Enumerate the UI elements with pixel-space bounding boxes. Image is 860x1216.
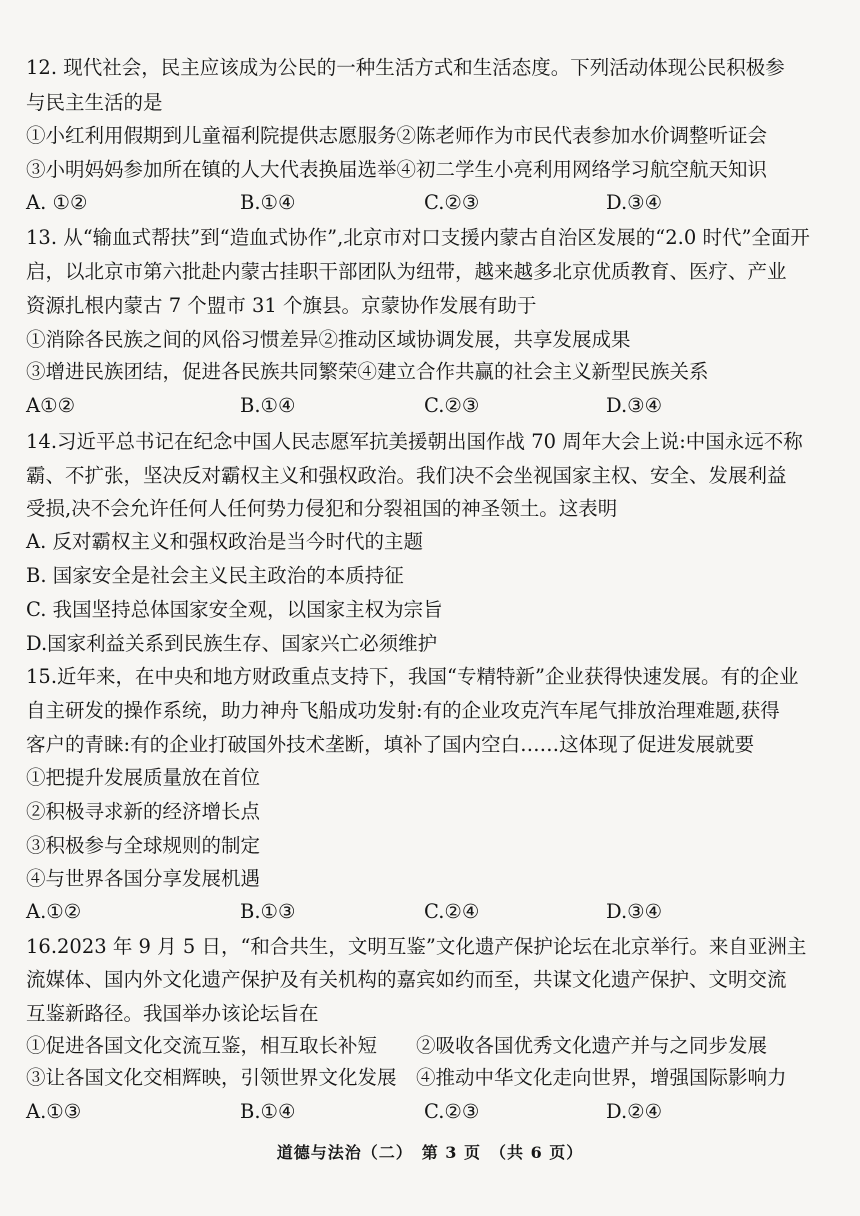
- q12-item-line-2: ③小明妈妈参加所在镇的人大代表换届选举④初二学生小亮利用网络学习航空航天知识: [26, 158, 768, 181]
- q12-option-c: C.②③: [424, 191, 480, 214]
- q13-option-d: D.③④: [606, 394, 663, 417]
- q14-choice-c: C. 我国坚持总体国家安全观，以国家主权为宗旨: [26, 598, 443, 621]
- q15-item-4: ④与世界各国分享发展机遇: [26, 867, 261, 890]
- q15-option-c: C.②④: [424, 900, 480, 923]
- q13-option-c: C.②③: [424, 394, 480, 417]
- q15-option-d: D.③④: [606, 900, 663, 923]
- q13-stem-line-3: 资源扎根内蒙古 7 个盟市 31 个旗县。京蒙协作发展有助于: [26, 294, 537, 317]
- q12-option-a: A. ①②: [26, 191, 88, 214]
- q16-item-line-1: ①促进各国文化交流互鉴，相互取长补短 ②吸收各国优秀文化遗产并与之同步发展: [26, 1034, 768, 1057]
- q12-item-line-1: ①小红利用假期到儿童福利院提供志愿服务②陈老师作为市民代表参加水价调整听证会: [26, 124, 768, 147]
- q16-stem-line-2: 流媒体、国内外文化遗产保护及有关机构的嘉宾如约而至，共谋文化遗产保护、文明交流: [26, 968, 787, 991]
- q14-choice-a: A. 反对霸权主义和强权政治是当今时代的主题: [26, 530, 423, 553]
- q16-option-a: A.①③: [26, 1100, 82, 1123]
- q14-stem-line-3: 受损,决不会允许任何人任何势力侵犯和分裂祖国的神圣领土。这表明: [26, 497, 618, 520]
- q12-stem-line-2: 与民主生活的是: [26, 91, 163, 114]
- q15-stem-line-2: 自主研发的操作系统，助力神舟飞船成功发射:有的企业攻克汽车尾气排放治理难题,获得: [26, 699, 780, 722]
- q15-option-b: B.①③: [240, 900, 296, 923]
- q15-item-1: ①把提升发展质量放在首位: [26, 766, 261, 789]
- q14-choice-d: D.国家利益关系到民族生存、国家兴亡必须维护: [26, 632, 438, 655]
- q16-option-d: D.②④: [606, 1100, 663, 1123]
- q15-item-3: ③积极参与全球规则的制定: [26, 834, 261, 857]
- q16-option-c: C.②③: [424, 1100, 480, 1123]
- page-footer: 道德与法治（二） 第 3 页 （共 6 页）: [276, 1143, 584, 1162]
- q12-option-d: D.③④: [606, 191, 663, 214]
- q15-item-2: ②积极寻求新的经济增长点: [26, 800, 261, 823]
- q15-stem-line-1: 15.近年来，在中央和地方财政重点支持下，我国“专精特新”企业获得快速发展。有的企业: [26, 665, 799, 688]
- q14-choice-b: B. 国家安全是社会主义民主政治的本质持征: [26, 564, 404, 587]
- q13-stem-line-1: 13. 从“输血式帮扶”到“造血式协作”,北京市对口支援内蒙古自治区发展的“2.0 时代”全面开: [26, 226, 810, 249]
- q16-stem-line-3: 互鉴新路径。我国举办该论坛旨在: [26, 1002, 319, 1025]
- q16-option-b: B.①④: [240, 1100, 296, 1123]
- q16-stem-line-1: 16.2023 年 9 月 5 日，“和合共生，文明互鉴”文化遗产保护论坛在北京举行。来自亚洲主: [26, 935, 807, 958]
- q13-option-b: B.①④: [240, 394, 296, 417]
- q13-option-a: A①②: [26, 394, 76, 417]
- q13-stem-line-2: 启，以北京市第六批赴内蒙古挂职干部团队为纽带，越来越多北京优质教育、医疗、产业: [26, 260, 787, 283]
- q15-option-a: A.①②: [26, 900, 82, 923]
- q12-option-b: B.①④: [240, 191, 296, 214]
- q16-item-line-2: ③让各国文化交相辉映，引领世界文化发展 ④推动中华文化走向世界，增强国际影响力: [26, 1066, 787, 1089]
- q14-stem-line-1: 14.习近平总书记在纪念中国人民志愿军抗美援朝出国作战 70 周年大会上说:中国永远不称: [26, 430, 803, 453]
- q14-stem-line-2: 霸、不扩张，坚决反对霸权主义和强权政治。我们决不会坐视国家主权、安全、发展利益: [26, 464, 787, 487]
- q12-stem-line-1: 12. 现代社会，民主应该成为公民的一种生活方式和生活态度。下列活动体现公民积极参: [26, 56, 785, 79]
- q13-item-line-2: ③增进民族团结，促进各民族共同繁荣④建立合作共赢的社会主义新型民族关系: [26, 360, 709, 383]
- q13-item-line-1: ①消除各民族之间的风俗习惯差异②推动区域协调发展，共享发展成果: [26, 328, 631, 351]
- q15-stem-line-3: 客户的青睐:有的企业打破国外技术垄断，填补了国内空白……这体现了促进发展就要: [26, 733, 755, 756]
